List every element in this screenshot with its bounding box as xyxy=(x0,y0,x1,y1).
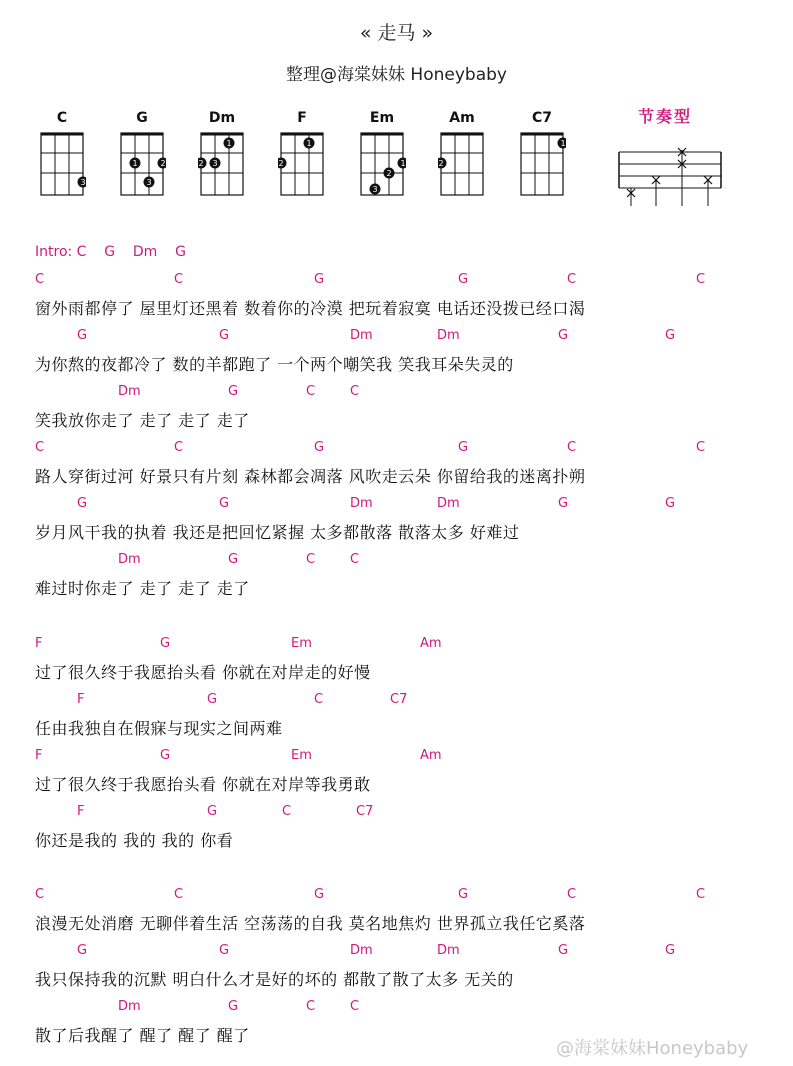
chord-label: G xyxy=(219,943,230,958)
finger-dot xyxy=(158,158,167,169)
finger-dot xyxy=(78,177,87,188)
lyric-line: 笑我放你走了 走了 走了 走了 xyxy=(35,411,250,430)
svg-text:2: 2 xyxy=(160,159,166,168)
lyric-line: 任由我独自在假寐与现实之间两难 xyxy=(35,719,283,738)
song-title: « 走马 » xyxy=(359,22,434,44)
chord-label: Dm xyxy=(350,328,373,343)
chord-label: C xyxy=(306,384,316,399)
chord-label: G xyxy=(314,440,325,455)
chord-label: Dm xyxy=(118,999,141,1014)
lyric-line: 我只保持我的沉默 明白什么才是好的坏的 都散了散了太多 无关的 xyxy=(35,970,514,989)
chord-label: C xyxy=(350,999,360,1014)
chord-label: Em xyxy=(291,636,312,651)
chord-label: F xyxy=(77,804,85,819)
lyric-line: 过了很久终于我愿抬头看 你就在对岸走的好慢 xyxy=(35,663,371,682)
lyric-line: 你还是我的 我的 我的 你看 xyxy=(35,831,234,850)
chord-label: G xyxy=(458,440,469,455)
chord-label: G xyxy=(207,692,218,707)
chord-diagram-dm xyxy=(186,110,258,202)
lyric-line: 岁月风干我的执着 我还是把回忆紧握 太多都散落 散落太多 好难过 xyxy=(35,523,520,542)
chord-label: C xyxy=(314,692,324,707)
svg-text:1: 1 xyxy=(560,139,566,148)
fretboard-f xyxy=(278,130,326,198)
chord-label: G xyxy=(458,272,469,287)
finger-dot xyxy=(304,138,315,149)
chord-diagram-c7 xyxy=(506,110,578,202)
chord-label: C xyxy=(174,440,184,455)
lyric-line: 为你熬的夜都冷了 数的羊都跑了 一个两个嘲笑我 笑我耳朵失灵的 xyxy=(35,355,514,374)
chord-label: G xyxy=(228,384,239,399)
watermark: @海棠妹妹Honeybaby xyxy=(556,1038,749,1059)
fretboard-am xyxy=(438,130,486,198)
arranger-credit: 整理@海棠妹妹 Honeybaby xyxy=(286,65,507,85)
chord-diagram-name: Am xyxy=(449,110,475,126)
chord-label: G xyxy=(228,999,239,1014)
chord-label: F xyxy=(35,748,43,763)
svg-text:1: 1 xyxy=(132,159,138,168)
finger-dot xyxy=(370,184,381,195)
chord-label: G xyxy=(160,748,171,763)
chord-label: C7 xyxy=(390,692,408,707)
chord-label: G xyxy=(665,496,676,511)
chord-label: C xyxy=(174,272,184,287)
chord-diagram-c xyxy=(26,110,98,202)
chord-label: G xyxy=(314,887,325,902)
chord-diagram-g xyxy=(106,110,178,202)
finger-dot xyxy=(144,177,155,188)
chord-label: G xyxy=(665,328,676,343)
chord-label: C xyxy=(35,440,45,455)
chord-label: G xyxy=(219,328,230,343)
chord-label: G xyxy=(558,943,569,958)
chord-diagram-name: C xyxy=(56,110,68,126)
chord-label: C xyxy=(174,887,184,902)
chord-label: C xyxy=(282,804,292,819)
chord-label: G xyxy=(665,943,676,958)
rhythm-pattern-diagram xyxy=(615,142,725,208)
chord-diagram-name: Em xyxy=(369,110,395,126)
chord-label: Em xyxy=(291,748,312,763)
chord-diagram-name: G xyxy=(136,110,148,126)
finger-dot xyxy=(558,138,567,149)
chord-diagram-am xyxy=(426,110,498,202)
chord-label: C xyxy=(696,887,706,902)
lyric-line: 过了很久终于我愿抬头看 你就在对岸等我勇敢 xyxy=(35,775,371,794)
chord-label: G xyxy=(219,496,230,511)
finger-dot xyxy=(384,168,395,179)
chord-diagram-em xyxy=(346,110,418,202)
lyric-line: 浪漫无处消磨 无聊伴着生活 空荡荡的自我 莫名地焦灼 世界孤立我任它奚落 xyxy=(35,914,586,933)
chord-label: C7 xyxy=(356,804,374,819)
svg-text:2: 2 xyxy=(438,159,444,168)
chord-label: C xyxy=(306,552,316,567)
finger-dot xyxy=(130,158,141,169)
chord-diagram-name: C7 xyxy=(531,110,552,126)
chord-label: F xyxy=(35,636,43,651)
chord-label: C xyxy=(696,440,706,455)
chord-diagram-name: Dm xyxy=(208,110,236,126)
chord-label: Am xyxy=(420,748,442,763)
chord-label: C xyxy=(696,272,706,287)
svg-text:1: 1 xyxy=(226,139,232,148)
chord-label: C xyxy=(35,272,45,287)
chord-label: G xyxy=(207,804,218,819)
finger-dot xyxy=(278,158,287,169)
chord-label: Dm xyxy=(118,384,141,399)
svg-text:3: 3 xyxy=(146,178,152,187)
chord-label: C xyxy=(567,272,577,287)
finger-dot xyxy=(224,138,235,149)
rhythm-pattern-label: 节奏型 xyxy=(637,107,692,126)
chord-label: G xyxy=(160,636,171,651)
fretboard-g xyxy=(118,130,166,198)
svg-text:2: 2 xyxy=(198,159,204,168)
chord-label: G xyxy=(77,943,88,958)
finger-dot xyxy=(398,158,407,169)
chord-diagram-f xyxy=(266,110,338,202)
fretboard-dm xyxy=(198,130,246,198)
chord-label: G xyxy=(77,496,88,511)
chord-label: Am xyxy=(420,636,442,651)
fretboard-c xyxy=(38,130,86,198)
svg-text:2: 2 xyxy=(278,159,284,168)
svg-text:3: 3 xyxy=(80,178,86,187)
fretboard-em xyxy=(358,130,406,198)
chord-label: G xyxy=(77,328,88,343)
finger-dot xyxy=(198,158,207,169)
chord-label: C xyxy=(567,887,577,902)
chord-label: G xyxy=(314,272,325,287)
svg-text:2: 2 xyxy=(386,169,392,178)
finger-dot xyxy=(438,158,447,169)
lyric-line: 难过时你走了 走了 走了 走了 xyxy=(35,579,250,598)
lyric-line: 散了后我醒了 醒了 醒了 醒了 xyxy=(35,1026,250,1045)
chord-label: G xyxy=(558,496,569,511)
intro-line: Intro: C G Dm G xyxy=(35,244,186,260)
chord-label: C xyxy=(350,552,360,567)
svg-text:1: 1 xyxy=(306,139,312,148)
lyric-line: 路人穿街过河 好景只有片刻 森林都会凋落 风吹走云朵 你留给我的迷离扑朔 xyxy=(35,467,586,486)
chord-label: Dm xyxy=(437,496,460,511)
chord-label: G xyxy=(228,552,239,567)
chord-label: Dm xyxy=(437,943,460,958)
fretboard-c7 xyxy=(518,130,566,198)
chord-label: C xyxy=(350,384,360,399)
svg-text:3: 3 xyxy=(212,159,218,168)
lyric-line: 窗外雨都停了 屋里灯还黑着 数着你的冷漠 把玩着寂寞 电话还没拨已经口渴 xyxy=(35,299,586,318)
chord-label: Dm xyxy=(118,552,141,567)
finger-dot xyxy=(210,158,221,169)
chord-label: Dm xyxy=(350,943,373,958)
chord-label: C xyxy=(567,440,577,455)
chord-label: F xyxy=(77,692,85,707)
svg-text:3: 3 xyxy=(372,185,378,194)
chord-label: G xyxy=(558,328,569,343)
chord-label: Dm xyxy=(437,328,460,343)
chord-label: Dm xyxy=(350,496,373,511)
svg-text:1: 1 xyxy=(400,159,406,168)
chord-diagram-name: F xyxy=(297,110,307,126)
chord-label: G xyxy=(458,887,469,902)
chord-label: C xyxy=(35,887,45,902)
chord-label: C xyxy=(306,999,316,1014)
